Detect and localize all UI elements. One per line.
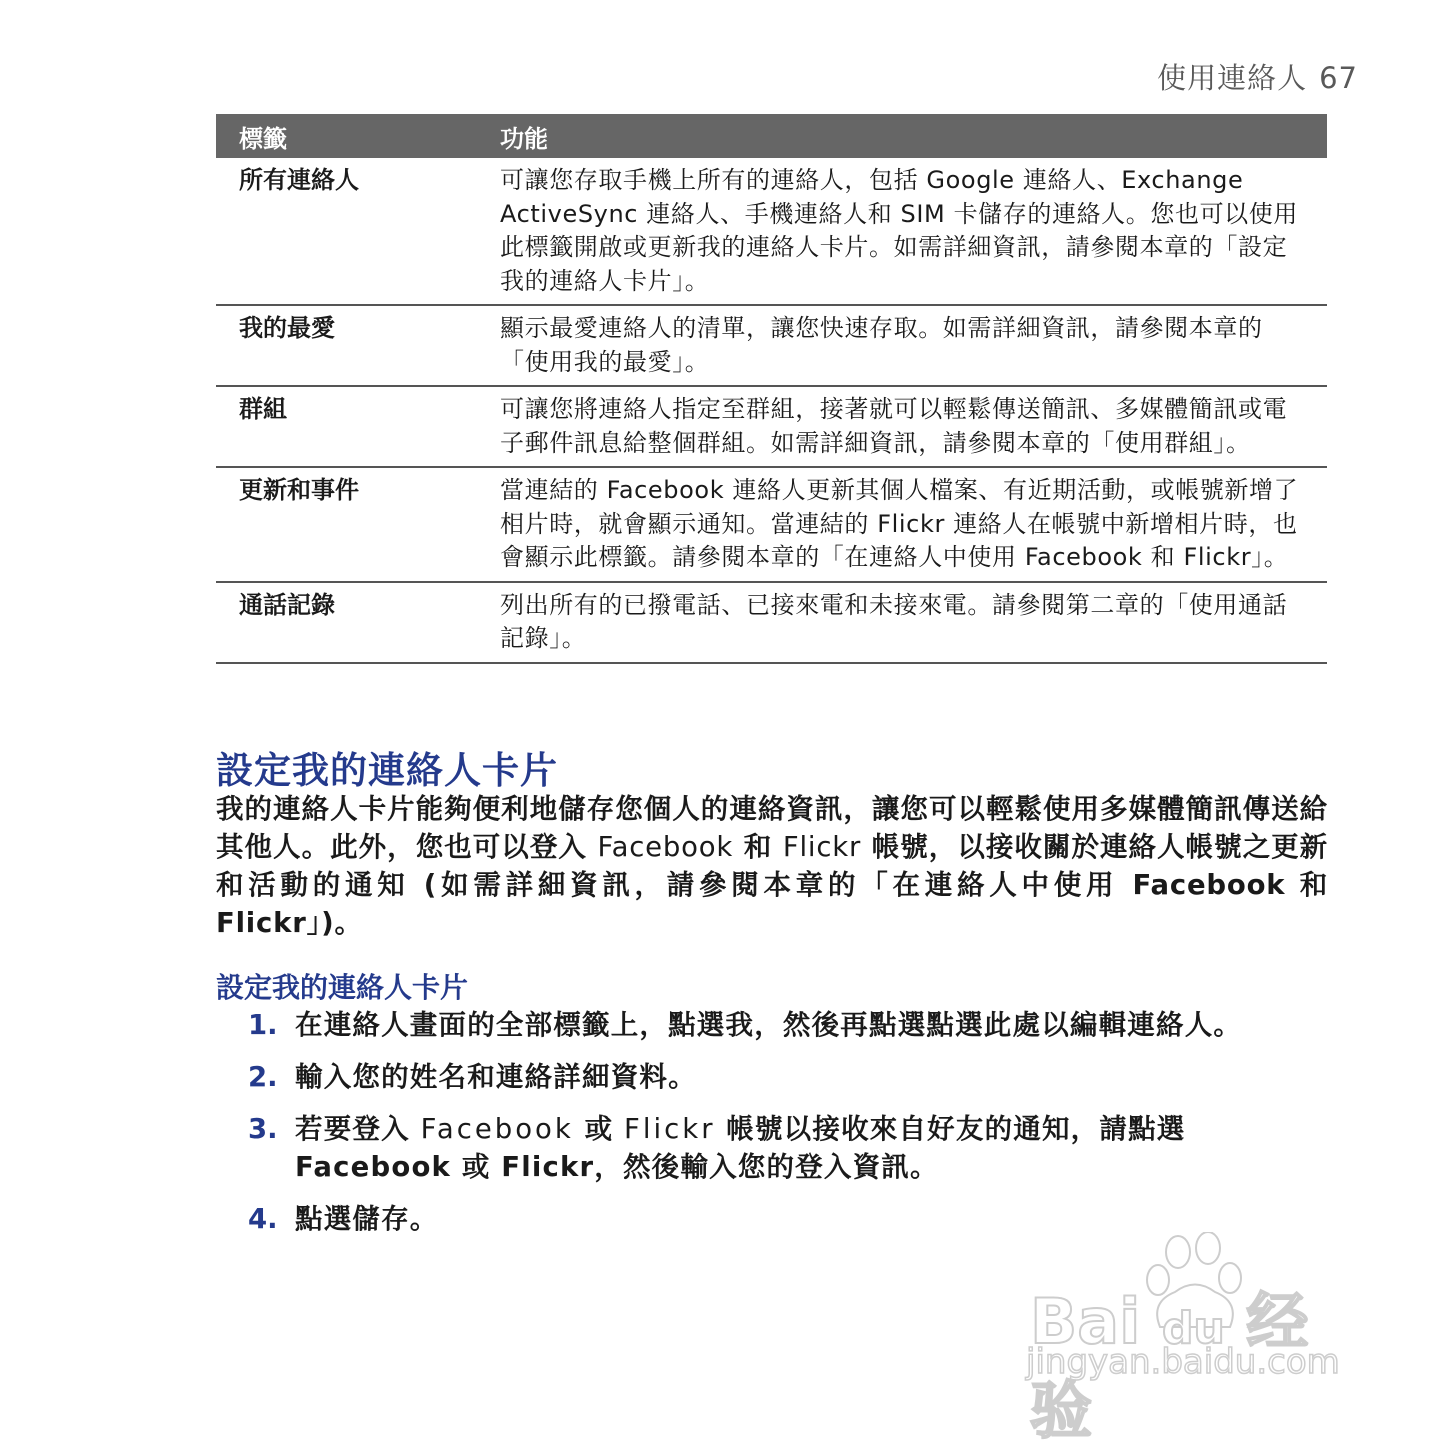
step-number: 3. <box>248 1113 278 1145</box>
watermark-url: jingyan.baidu.com <box>1026 1342 1340 1382</box>
intro-and: 和 <box>733 831 783 863</box>
intro-text-2: 帳號，以接收關於連絡人帳號之更新和活動的通知 (如需詳細資訊，請參閱本章的「在連絡人中使用 Facebook 和 Flickr」)。 <box>216 831 1328 939</box>
table-row <box>216 583 1327 664</box>
row-function: 當連結的 Facebook 連絡人更新其個人檔案、有近期活動，或帳號新增了相片時，就會顯示通知。當連結的 Flickr 連絡人在帳號中新增相片時，也會顯示此標籤。請參閱本章的「在連絡人中使用 Facebook 和 Flickr」。 <box>500 476 1299 571</box>
step-item <box>248 1110 1328 1186</box>
step-text-part: 帳號以接收來自好友的通知，請點選 <box>715 1113 1186 1145</box>
intro-facebook: Facebook <box>597 831 734 863</box>
row-function: 列出所有的已撥電話、已接來電和未接來電。請參閱第二章的「使用通話記錄」。 <box>500 590 1288 652</box>
row-function: 可讓您存取手機上所有的連絡人，包括 Google 連絡人、Exchange ActiveSync 連絡人、手機連絡人和 SIM 卡儲存的連絡人。您也可以使用此標籤開啟或更新我的連絡人卡片。如需詳細資訊，請參閱本章的「設定我的連絡人卡片」。 <box>500 166 1298 295</box>
row-tab-name: 所有連絡人 <box>239 166 359 194</box>
watermark-jingyan: 经验 <box>1030 1285 1309 1447</box>
step-text: 點選儲存。 <box>295 1203 439 1235</box>
table-row <box>216 468 1327 583</box>
contacts-tabs-table <box>216 114 1327 664</box>
step-number: 4. <box>248 1203 278 1235</box>
column-header-function: 功能 <box>500 124 548 153</box>
step-number: 1. <box>248 1009 278 1041</box>
watermark-du: du <box>1161 1303 1225 1354</box>
column-header-tab: 標籤 <box>239 124 287 153</box>
baidu-jingyan-watermark <box>1020 1232 1360 1447</box>
row-function: 可讓您將連絡人指定至群組，接著就可以輕鬆傳送簡訊、多媒體簡訊或電子郵件訊息給整個群組。如需詳細資訊，請參閱本章的「使用群組」。 <box>500 395 1288 457</box>
step-item <box>248 1058 1328 1096</box>
row-tab-name: 更新和事件 <box>239 476 359 504</box>
section-heading: 設定我的連絡人卡片 <box>216 749 558 792</box>
watermark-bai: Bai <box>1030 1285 1141 1358</box>
step-text: 在連絡人畫面的全部標籤上，點選我，然後再點選點選此處以編輯連絡人。 <box>295 1009 1243 1041</box>
procedure-steps <box>248 1006 1328 1252</box>
row-tab-name: 我的最愛 <box>239 314 335 342</box>
section-intro-paragraph <box>216 790 1328 942</box>
step-text: 輸入您的姓名和連絡詳細資料。 <box>295 1061 697 1093</box>
step-text-part: 若要登入 <box>295 1113 421 1145</box>
chapter-title: 使用連絡人 <box>1157 61 1308 95</box>
step-text <box>295 1110 1328 1186</box>
step-item <box>248 1006 1328 1044</box>
table-header <box>216 114 1327 158</box>
step-flickr: Flickr <box>624 1113 716 1145</box>
page-number: 67 <box>1319 61 1358 95</box>
step-options: Facebook 或 Flickr <box>295 1151 595 1183</box>
row-function: 顯示最愛連絡人的清單，讓您快速存取。如需詳細資訊，請參閱本章的「使用我的最愛」。 <box>500 314 1263 376</box>
table-row <box>216 387 1327 468</box>
step-text-part: ，然後輸入您的登入資訊。 <box>594 1151 939 1183</box>
table-row <box>216 306 1327 387</box>
intro-flickr: Flickr <box>782 831 862 863</box>
step-number: 2. <box>248 1061 278 1093</box>
intro-text-1: 能夠便利地儲存您個人的連絡資訊，讓您可以輕鬆使用多媒體簡訊傳送給其他人。此外，您也可以登入 <box>216 793 1328 863</box>
running-header <box>1157 56 1358 97</box>
row-tab-name: 群組 <box>239 395 287 423</box>
table-row <box>216 158 1327 306</box>
procedure-heading: 設定我的連絡人卡片 <box>216 971 469 1004</box>
step-facebook: Facebook <box>420 1113 574 1145</box>
row-tab-name: 通話記錄 <box>239 590 335 619</box>
step-text-part: 或 <box>573 1113 625 1145</box>
intro-lead: 我的連絡人卡片 <box>216 793 416 825</box>
